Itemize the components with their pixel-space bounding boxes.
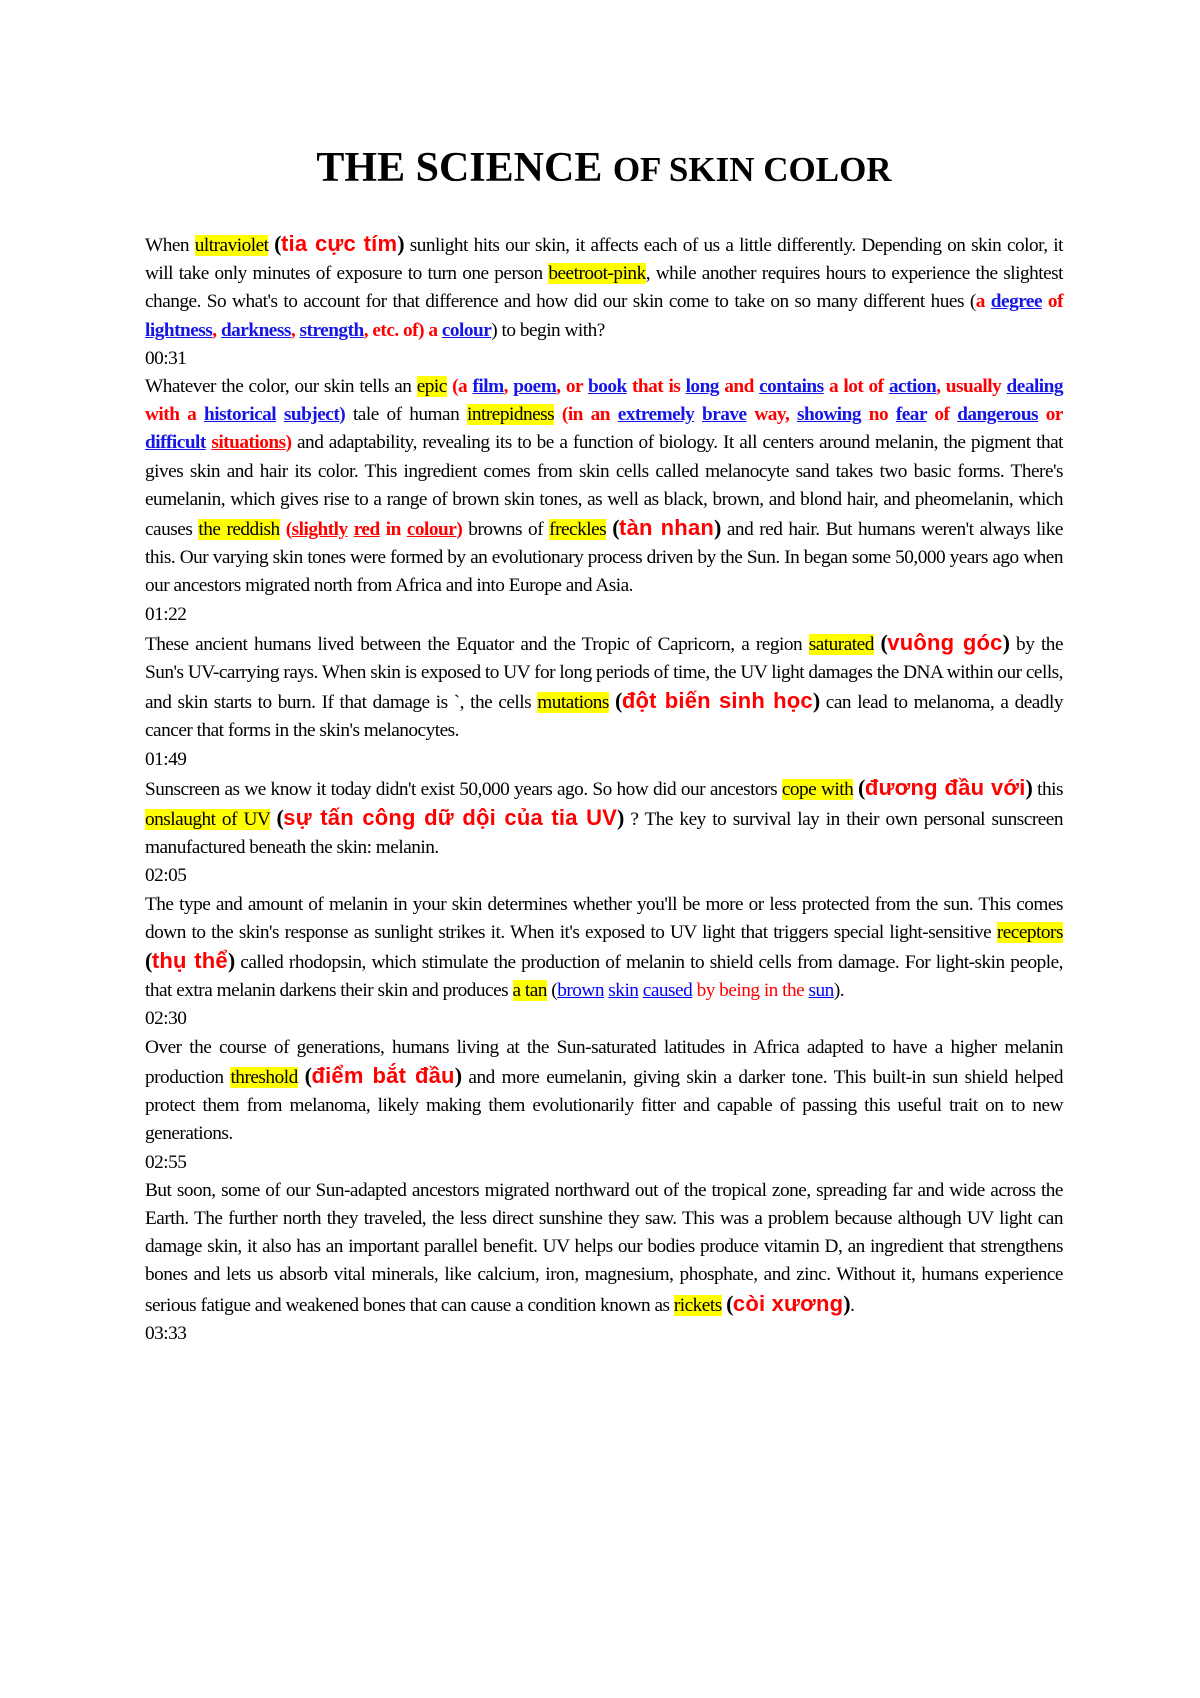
gloss: or <box>1038 404 1063 426</box>
link-word[interactable]: slightly <box>291 519 348 541</box>
paragraph-7 <box>145 1177 1063 1320</box>
link-word[interactable]: book <box>587 376 627 398</box>
paren: ( <box>615 688 622 714</box>
paren: ( <box>612 515 620 541</box>
paren: ) <box>285 432 292 454</box>
timestamp: 02:05 <box>145 865 187 887</box>
paragraph-6 <box>145 1034 1063 1149</box>
gloss: no <box>861 404 896 426</box>
gloss: in an <box>567 404 618 426</box>
link-word[interactable]: skin <box>608 980 639 1002</box>
link-word[interactable]: fear <box>895 404 927 426</box>
link-word[interactable]: subject <box>283 404 340 426</box>
text: tale of human <box>345 404 467 426</box>
text: The type and amount of melanin in your skin determines whether you'll be more or less protected from the sun. This comes down to the skin's response as sunlight strikes it. When it's exposed to UV light that triggers special light-sensitive <box>145 893 1063 943</box>
link-word[interactable]: long <box>685 376 719 398</box>
text: . <box>839 980 845 1002</box>
text: ? The key to survival lay in their own personal sunscreen manufactured beneath the skin: melanin. <box>145 809 1063 859</box>
link-word[interactable]: colour <box>406 519 457 541</box>
highlight-receptors: receptors <box>996 921 1063 943</box>
text: Over the course of generations, humans living at the Sun-saturated latitudes in Africa adapted to have a higher melanin production <box>145 1036 1063 1088</box>
paren: ( <box>726 1290 733 1316</box>
text: . <box>850 1294 855 1316</box>
link-word[interactable]: red <box>353 519 380 541</box>
paren: ) <box>714 515 721 541</box>
vn-gloss: tia cực tím <box>281 231 398 256</box>
highlight-onslaught: onslaught of UV <box>145 809 270 831</box>
vn-gloss: vuông góc <box>887 629 1003 655</box>
text: and adaptability, revealing its to be a function of biology. It all centers around melanin, the pigment that gives skin and hair its color. This ingredient comes from skin cells called melanocyte sand takes two basic forms. There's eumelanin, which gives rise to a range of brown skin tones, as well as black, brown, and blond hair, and pheomelanin, which causes <box>145 432 1063 541</box>
text: sunlight hits our skin, it affects each of us a little differently. Depending on skin color, it will take only minutes of exposure to turn one person <box>145 235 1064 285</box>
paren: ( <box>285 519 292 541</box>
text: Sunscreen as we know it today didn't exist 50,000 years ago. So how did our ancestors <box>145 778 782 800</box>
highlight-rickets: rickets <box>673 1294 722 1316</box>
text: this <box>1032 778 1063 800</box>
vn-gloss: đột biến sinh học <box>621 688 813 714</box>
paren: ( <box>276 805 284 831</box>
paren: ( <box>561 404 568 426</box>
timestamp: 00:31 <box>145 347 187 369</box>
paren: ) <box>843 1290 851 1316</box>
gloss: with a <box>145 404 205 426</box>
vn-gloss: còi xương <box>732 1290 844 1316</box>
vn-gloss: thụ thể <box>151 948 228 974</box>
gloss: of <box>1042 291 1063 313</box>
vn-gloss: tàn nhan <box>619 515 715 541</box>
vn-gloss: sự tấn công dữ dội của tia UV <box>283 805 618 831</box>
paragraph-4 <box>145 774 1063 863</box>
text: , while another requires hours to experience the slightest change. So what's to account for that difference and how did our skin come to take on so many different hues ( <box>145 263 1064 313</box>
paren: ( <box>551 980 558 1002</box>
highlight-threshold: threshold <box>230 1066 298 1088</box>
text: browns of <box>468 519 550 541</box>
highlight-intrepidness: intrepidness <box>466 404 555 426</box>
paren: ( <box>274 231 281 256</box>
paren: ) <box>812 688 820 714</box>
gloss: in <box>379 519 407 541</box>
text: ) to begin with? <box>491 319 605 341</box>
link-word[interactable]: action <box>888 376 937 398</box>
gloss <box>276 404 284 425</box>
gloss: , usually <box>936 376 1007 398</box>
text: called rhodopsin, which stimulate the production of melanin to shield cells from damage. For light-skin people, that extra melanin darkens their skin and produces <box>145 952 1063 1002</box>
paren: ( <box>145 948 152 974</box>
link-word[interactable]: brave <box>701 404 747 426</box>
document-page <box>145 138 1063 1348</box>
link-word[interactable]: dealing <box>1006 376 1064 398</box>
text: But soon, some of our Sun-adapted ancestors migrated northward out of the tropical zone, spreading far and wide across the Earth. The further north they traveled, the less direct sunshine they saw. This was a problem because although UV light can damage skin, it also has an important parallel benefit. UV helps our bodies produce vitamin D, an ingredient that strengthens bones and lets us absorb vital minerals, like calcium, iron, magnesium, phosphate, and zinc. Without it, humans experience serious fatigue and weakened bones that can cause a condition known as <box>145 1179 1063 1316</box>
paren: ) <box>1002 629 1010 655</box>
highlight-cope: cope with <box>781 778 854 800</box>
gloss: a lot of <box>823 376 889 398</box>
paren: ( <box>452 376 459 398</box>
paren: ) <box>1025 774 1033 800</box>
gloss: , or <box>556 376 588 398</box>
gloss: of <box>926 404 958 426</box>
gloss: that is <box>626 376 686 398</box>
paren: ) <box>833 980 840 1002</box>
highlight-saturated: saturated <box>808 633 874 655</box>
paragraph-2 <box>145 373 1063 601</box>
paren: ) <box>227 948 235 974</box>
link-word[interactable]: colour <box>441 319 492 341</box>
link-word[interactable]: strength <box>299 319 364 341</box>
timestamp: 03:33 <box>145 1322 187 1344</box>
timestamp: 02:30 <box>145 1008 187 1030</box>
gloss: , <box>503 376 514 398</box>
paren: ( <box>858 774 865 800</box>
paragraph-1 <box>145 230 1063 345</box>
gloss: a <box>975 291 991 313</box>
link-word[interactable]: lightness <box>145 319 213 341</box>
text: and more eumelanin, giving skin a darker tone. This built-in sun shield helped protect them from melanoma, likely making them evolutionarily fitter and capable of passing this useful trait on to new generations. <box>145 1066 1063 1145</box>
text: These ancient humans lived between the Equator and the Tropic of Capricorn, a region <box>145 633 809 655</box>
gloss: a <box>458 376 473 398</box>
gloss <box>694 404 702 425</box>
paragraph-3 <box>145 629 1063 746</box>
gloss: by being in the <box>692 980 809 1002</box>
highlight-reddish: the reddish <box>198 519 280 541</box>
paren: ( <box>304 1062 312 1088</box>
gloss: , <box>290 319 300 341</box>
link-word[interactable]: poem <box>513 376 557 398</box>
link-word[interactable]: showing <box>797 404 862 426</box>
highlight-mutations: mutations <box>537 692 609 714</box>
gloss: , <box>212 319 221 341</box>
highlight-tan: a tan <box>512 980 547 1002</box>
link-word[interactable]: caused <box>642 980 693 1002</box>
link-word[interactable]: historical <box>204 404 277 426</box>
paren: ) <box>456 519 463 541</box>
gloss: , etc. of) a <box>363 319 442 341</box>
paren: ) <box>617 805 624 831</box>
link-word[interactable]: sun <box>808 980 834 1002</box>
paragraph-5 <box>145 891 1063 1006</box>
link-word[interactable]: darkness <box>220 319 291 341</box>
vn-gloss: đương đầu với <box>864 774 1026 800</box>
highlight-ultraviolet: ultraviolet <box>194 235 269 256</box>
gloss: way, <box>746 404 797 426</box>
link-word[interactable]: situations <box>211 432 286 454</box>
text: can lead to melanoma, a deadly cancer that forms in the skin's melanocytes. <box>145 692 1063 742</box>
link-word[interactable]: degree <box>990 291 1043 313</box>
paren: ) <box>454 1062 462 1088</box>
gloss: and <box>718 376 760 398</box>
title-part-2: OF SKIN COLOR <box>612 150 892 189</box>
highlight-freckles: freckles <box>549 519 607 541</box>
link-word[interactable]: extremely <box>617 404 695 426</box>
text: Whatever the color, our skin tells an <box>145 376 417 398</box>
text: by the Sun's UV-carrying rays. When skin is exposed to UV for long periods of time, the UV light damages the DNA within our cells, and skin starts to burn. If that damage is `, the cells <box>145 633 1064 714</box>
timestamp: 02:55 <box>145 1151 187 1173</box>
link-word[interactable]: contains <box>759 376 824 398</box>
paren: ) <box>397 231 405 256</box>
timestamp: 01:49 <box>145 748 187 770</box>
link-word[interactable]: film <box>472 376 504 398</box>
link-word[interactable]: brown <box>557 980 604 1002</box>
paren: ) <box>339 404 346 426</box>
highlight-beetroot: beetroot-pink <box>548 263 646 285</box>
highlight-epic: epic <box>416 376 447 398</box>
title-part-1: THE SCIENCE <box>316 145 613 191</box>
link-word[interactable]: difficult <box>145 432 206 454</box>
text: When <box>145 235 195 256</box>
text: and red hair. But humans weren't always like this. Our varying skin tones were formed by an evolutionary process driven by the Sun. In began some 50,000 years ago when our ancestors migrated north from Africa and into Europe and Asia. <box>145 519 1063 597</box>
document-title <box>145 138 1063 206</box>
vn-gloss: điểm bắt đầu <box>311 1062 455 1088</box>
paren: ( <box>880 629 888 655</box>
timestamp: 01:22 <box>145 603 187 625</box>
link-word[interactable]: dangerous <box>957 404 1039 426</box>
